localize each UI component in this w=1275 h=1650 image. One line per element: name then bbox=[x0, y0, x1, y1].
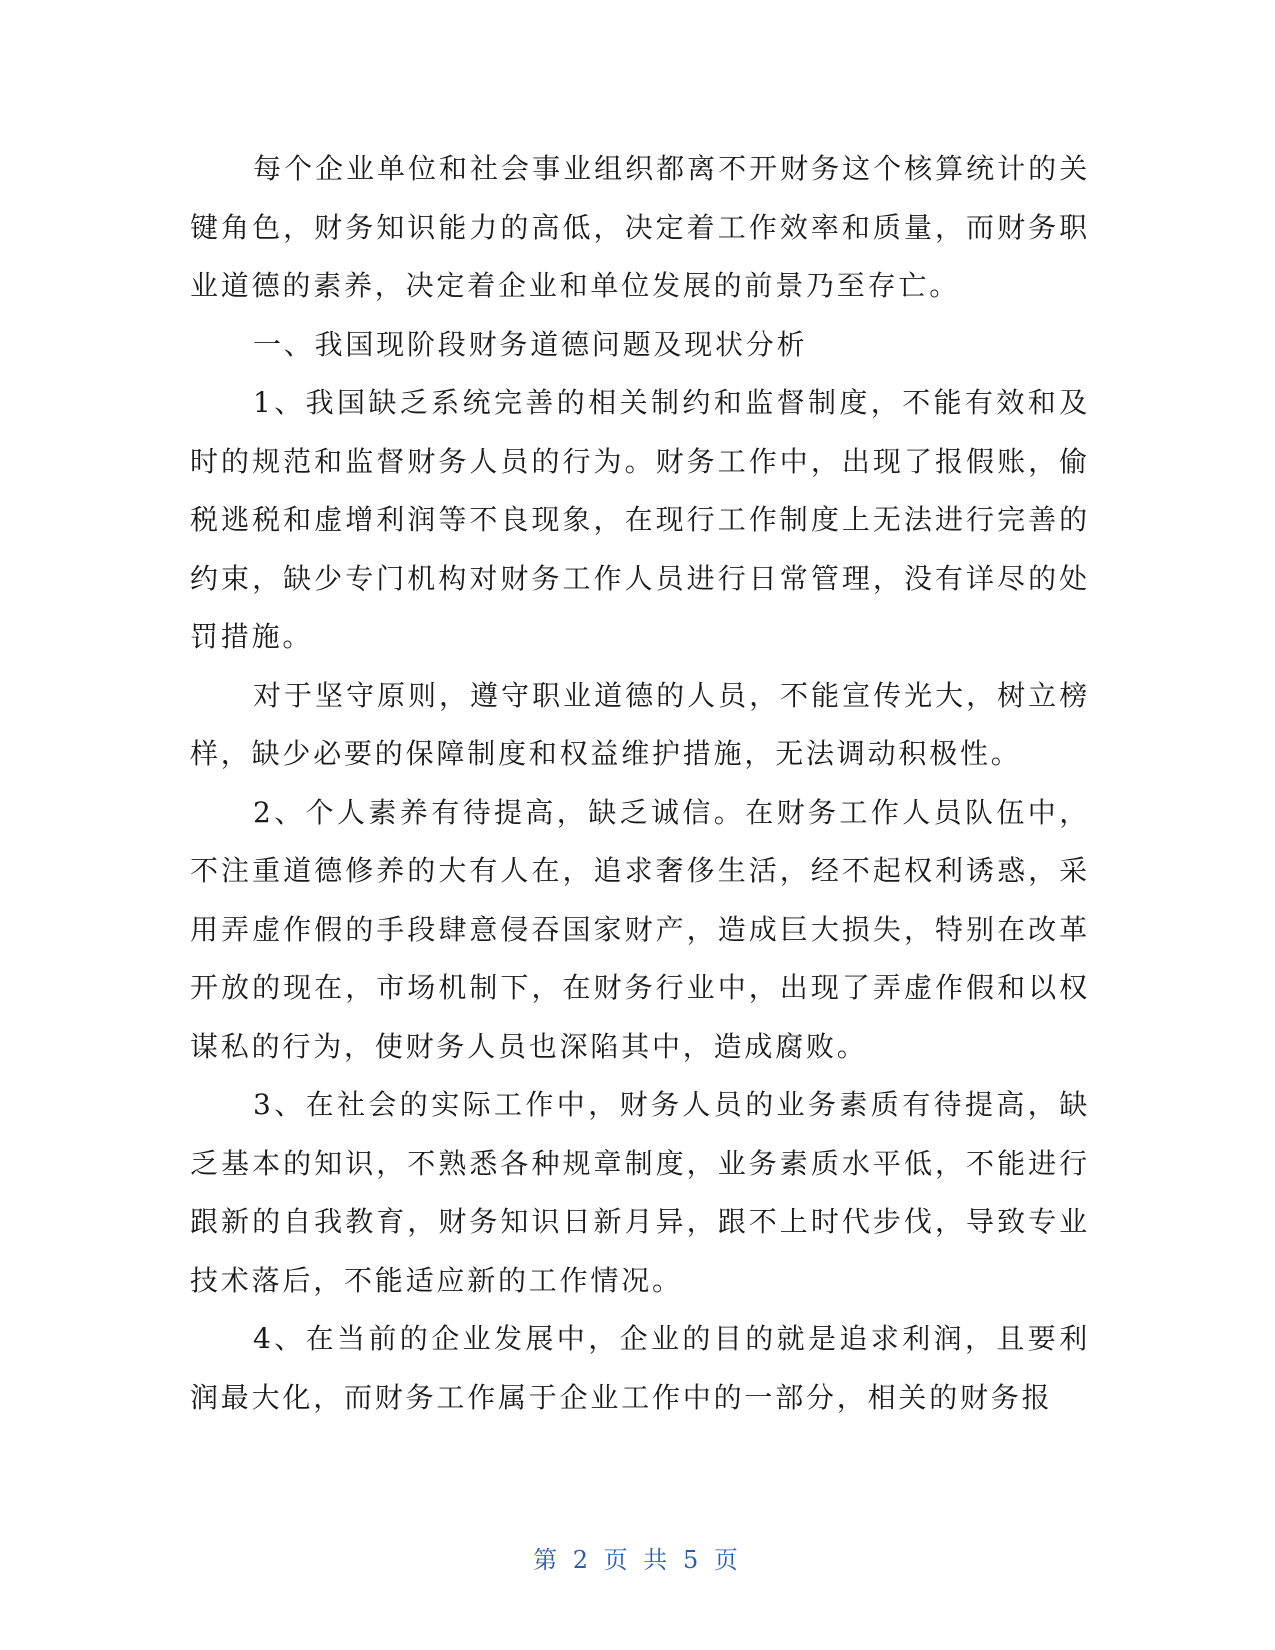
section-heading: 一、我国现阶段财务道德问题及现状分析 bbox=[253, 327, 808, 361]
paragraph-point-2: 2、个人素养有待提高，缺乏诚信。在财务工作人员队伍中，不注重道德修养的大有人在，追求奢侈生活，经不起权利诱惑，采用弄虚作假的手段肆意侵吞国家财产，造成巨大损失，特别在改革开放的现在，市场机制下，在财务行业中，出现了弄虚作假和以权谋私的行为，使财务人员也深陷其中，造成腐败。 bbox=[190, 795, 1090, 1063]
document-body bbox=[190, 140, 1090, 1427]
paragraph-intro: 每个企业单位和社会事业组织都离不开财务这个核算统计的关键角色，财务知识能力的高低，决定着工作效率和质量，而财务职业道德的素养，决定着企业和单位发展的前景乃至存亡。 bbox=[190, 152, 1090, 302]
paragraph-point-4: 4、在当前的企业发展中，企业的目的就是追求利润，且要利润最大化，而财务工作属于企业工作中的一部分，相关的财务报 bbox=[190, 1322, 1090, 1414]
paragraph-point-1: 1、我国缺乏系统完善的相关制约和监督制度，不能有效和及时的规范和监督财务人员的行为。财务工作中，出现了报假账，偷税逃税和虚增利润等不良现象，在现行工作制度上无法进行完善的约束，缺少专门机构对财务工作人员进行日常管理，没有详尽的处罚措施。 bbox=[190, 386, 1090, 653]
paragraph-point-1-continued: 对于坚守原则，遵守职业道德的人员，不能宣传光大，树立榜样，缺少必要的保障制度和权益维护措施，无法调动积极性。 bbox=[190, 678, 1090, 770]
paragraph-point-3: 3、在社会的实际工作中，财务人员的业务素质有待提高，缺乏基本的知识，不熟悉各种规章制度，业务素质水平低，不能进行跟新的自我教育，财务知识日新月异，跟不上时代步伐，导致专业技术落后，不能适应新的工作情况。 bbox=[190, 1088, 1090, 1297]
page-number-footer: 第 2 页 共 5 页 bbox=[533, 1546, 742, 1574]
